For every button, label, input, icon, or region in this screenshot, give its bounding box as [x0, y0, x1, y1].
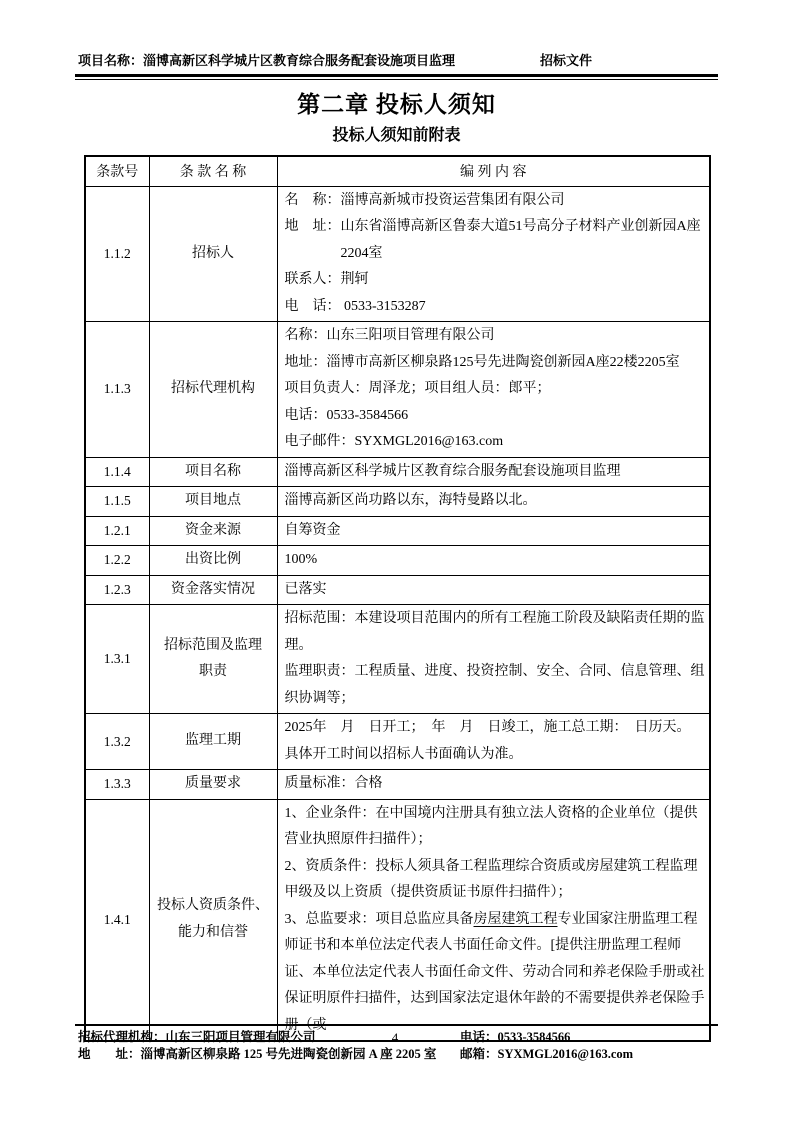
document-header — [78, 52, 718, 70]
clause-name-line: 监理工期 — [185, 733, 241, 749]
page-number: 4 — [391, 1030, 399, 1045]
content-line: 3、总监要求：项目总监应具备房屋建筑工程专业国家注册监理工程师证书和本单位法定代表人书面任命文件。[提供注册监理工程师证、本单位法定代表人书面任命文件、劳动合同和养老保险手册或社保证明原件扫描件，达到国家法定退休年龄的不需要提供养老保险手册（或 — [284, 911, 705, 1033]
content-cell — [277, 322, 710, 458]
content-line: 地 址：山东省淄博高新区鲁泰大道51号高分子材料产业创新园A座 — [284, 219, 701, 234]
clause-no-cell: 1.4.1 — [85, 799, 149, 1041]
content-cell — [277, 714, 710, 770]
table-row — [85, 516, 710, 546]
clause-name-cell — [149, 799, 277, 1041]
col-header-content: 编 列 内 容 — [277, 156, 710, 186]
clause-no-cell: 1.3.1 — [85, 605, 149, 714]
clause-name-line: 出资比例 — [185, 552, 241, 567]
clause-no-cell: 1.3.3 — [85, 770, 149, 800]
clause-no-cell: 1.1.2 — [85, 186, 149, 322]
footer-address: 地 址：淄博高新区柳泉路 125 号先进陶瓷创新园 A 座 2205 室 — [78, 1047, 437, 1061]
content-cell — [277, 487, 710, 517]
clause-name-cell — [149, 605, 277, 714]
col-header-clause-no: 条款号 — [85, 156, 149, 186]
table-header-row — [85, 156, 710, 186]
content-line: 具体开工时间以招标人书面确认为准。 — [284, 746, 523, 762]
content-line: 2025年 月 日开工； 年 月 日竣工，施工总工期： 日历天。 — [284, 720, 691, 735]
clause-name-line: 资金来源 — [185, 522, 241, 538]
clause-name-cell — [149, 770, 277, 800]
footer-row-2 — [78, 1046, 718, 1063]
clause-name-cell — [149, 322, 277, 458]
content-cell — [277, 799, 710, 1041]
clause-no-cell: 1.1.4 — [85, 457, 149, 487]
clause-no-cell: 1.3.2 — [85, 714, 149, 770]
clause-name-line: 招标代理机构 — [171, 381, 255, 396]
clause-name-line: 项目名称 — [185, 463, 241, 479]
clause-name-line: 能力和信誉 — [178, 924, 248, 940]
table-caption: 投标人须知前附表 — [332, 127, 461, 144]
table-row — [85, 714, 710, 770]
content-line: 地址：淄博市高新区柳泉路125号先进陶瓷创新园A座22楼2205室 — [284, 354, 680, 370]
table-row — [85, 605, 710, 714]
content-line: 电 话： 0533-3153287 — [284, 298, 426, 314]
clause-no-cell: 1.2.1 — [85, 516, 149, 546]
clause-name-cell — [149, 487, 277, 517]
content-line: 2204室 — [340, 245, 383, 261]
content-line: 联系人：荆轲 — [284, 272, 369, 287]
content-cell — [277, 575, 710, 605]
clause-name-cell — [149, 186, 277, 322]
table-row — [85, 799, 710, 1041]
clause-name-line: 项目地点 — [185, 493, 241, 508]
table-row — [85, 770, 710, 800]
content-line: 100% — [284, 552, 318, 567]
chapter-title: 第二章 投标人须知 — [297, 92, 496, 117]
clause-name-cell — [149, 516, 277, 546]
content-cell — [277, 605, 710, 714]
clause-no-cell: 1.1.3 — [85, 322, 149, 458]
content-line: 电子邮件：SYXMGL2016@163.com — [284, 434, 504, 449]
clause-no-cell: 1.1.5 — [85, 487, 149, 517]
content-cell — [277, 186, 710, 322]
document-footer — [78, 1029, 718, 1063]
footer-phone: 电话：0533-3584566 — [460, 1030, 571, 1044]
content-cell — [277, 516, 710, 546]
clause-name-cell — [149, 457, 277, 487]
footer-email: 邮箱：SYXMGL2016@163.com — [460, 1047, 634, 1061]
content-line: 电话：0533-3584566 — [284, 407, 409, 423]
content-line: 名 称：淄博高新城市投资运营集团有限公司 — [284, 192, 565, 208]
content-line: 淄博高新区科学城片区教育综合服务配套设施项目监理 — [284, 463, 621, 479]
table-row — [85, 575, 710, 605]
clause-name-line: 招标人 — [192, 245, 234, 261]
table-row — [85, 487, 710, 517]
bidder-notice-table — [84, 155, 711, 1042]
footer-agency: 招标代理机构：山东三阳项目管理有限公司 — [78, 1030, 316, 1044]
clause-name-line: 质量要求 — [185, 776, 241, 791]
content-line: 已落实 — [284, 581, 327, 597]
clause-name-cell — [149, 714, 277, 770]
clause-no-cell: 1.2.3 — [85, 575, 149, 605]
content-cell — [277, 546, 710, 576]
clause-name-line: 资金落实情况 — [171, 581, 255, 597]
content-cell — [277, 457, 710, 487]
clause-no-cell: 1.2.2 — [85, 546, 149, 576]
header-doc-type: 招标文件 — [540, 53, 593, 68]
clause-name-line: 投标人资质条件、 — [157, 898, 269, 914]
clause-name-cell — [149, 546, 277, 576]
clause-name-cell — [149, 575, 277, 605]
clause-name-line: 招标范围及监理 — [164, 637, 262, 653]
table-row — [85, 457, 710, 487]
table-body — [85, 186, 710, 1041]
content-line: 2、资质条件：投标人须具备工程监理综合资质或房屋建筑工程监理甲级及以上资质（提供资质证书原件扫描件）； — [284, 858, 698, 900]
content-cell — [277, 770, 710, 800]
table-row — [85, 186, 710, 322]
table-row — [85, 546, 710, 576]
content-line: 淄博高新区尚功路以东，海特曼路以北。 — [284, 493, 537, 508]
footer-row-1 — [78, 1029, 718, 1046]
header-divider-rule — [75, 74, 718, 80]
table-row — [85, 322, 710, 458]
header-project-name: 项目名称：淄博高新区科学城片区教育综合服务配套设施项目监理 — [78, 53, 456, 68]
content-line: 自筹资金 — [284, 522, 341, 538]
content-line: 项目负责人：周泽龙；项目组人员：郎平； — [284, 381, 551, 396]
content-line: 质量标准：合格 — [284, 776, 383, 791]
content-line: 监理职责：工程质量、进度、投资控制、安全、合同、信息管理、组织协调等； — [284, 664, 705, 706]
content-line: 招标范围：本建设项目范围内的所有工程施工阶段及缺陷责任期的监理。 — [284, 611, 705, 653]
content-line: 1、企业条件：在中国境内注册具有独立法人资格的企业单位（提供营业执照原件扫描件）； — [284, 805, 698, 847]
footer-divider-rule — [75, 1024, 718, 1026]
content-line: 名称：山东三阳项目管理有限公司 — [284, 328, 495, 343]
clause-name-line: 职责 — [199, 664, 227, 679]
col-header-clause-name: 条 款 名 称 — [149, 156, 277, 186]
